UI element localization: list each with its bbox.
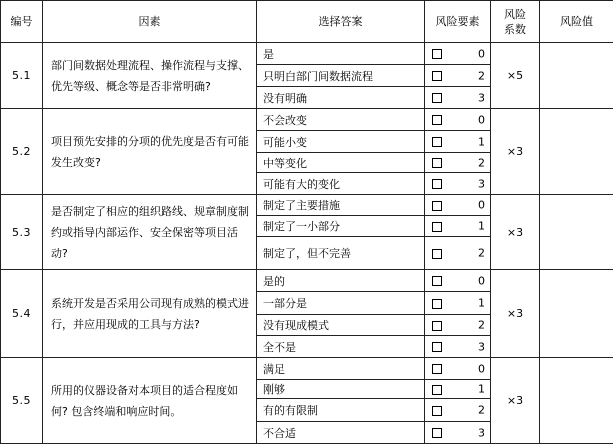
risk-requirement-cell: [425, 43, 491, 65]
table-body: [1, 43, 613, 444]
risk-requirement-cell: [425, 195, 491, 216]
risk-requirement-cell: [425, 153, 491, 173]
answer-option: 制定了，但不完善: [257, 237, 425, 270]
option-score: 2: [478, 319, 485, 332]
risk-requirement-cell: [425, 65, 491, 87]
risk-requirement-cell: [425, 422, 491, 444]
factor-text: 是否制定了相应的组织路线、规章制度制约或指导内部运作、安全保密等项目活动?: [43, 195, 257, 270]
header-weight-line2: 系数: [491, 22, 539, 37]
checkbox[interactable]: [432, 137, 442, 147]
header-no: 编号: [1, 1, 43, 43]
checkbox[interactable]: [432, 385, 442, 395]
risk-requirement-cell: [425, 358, 491, 380]
answer-option: 不会改变: [257, 109, 425, 131]
header-weight-line1: 风险: [491, 7, 539, 22]
item-number: 5.3: [1, 195, 43, 270]
table-row: [1, 43, 613, 65]
checkbox[interactable]: [432, 71, 442, 81]
checkbox[interactable]: [432, 249, 442, 259]
checkbox[interactable]: [432, 49, 442, 59]
checkbox[interactable]: [432, 158, 442, 168]
answer-option: 只明白部门间数据流程: [257, 65, 425, 87]
option-score: 3: [478, 426, 485, 439]
answer-option: 不合适: [257, 422, 425, 444]
option-score: 2: [478, 156, 485, 169]
risk-requirement-cell: [425, 173, 491, 195]
option-score: 0: [478, 199, 485, 212]
risk-requirement-cell: [425, 109, 491, 131]
answer-option: 全不是: [257, 336, 425, 358]
risk-requirement-cell: [425, 131, 491, 153]
option-score: 2: [478, 247, 485, 260]
risk-weight: ×3: [491, 358, 540, 444]
risk-value-cell[interactable]: [540, 109, 613, 195]
item-number: 5.4: [1, 270, 43, 358]
risk-requirement-cell: [425, 399, 491, 422]
answer-option: 没有明确: [257, 87, 425, 109]
risk-value-cell[interactable]: [540, 43, 613, 109]
answer-option: 满足: [257, 358, 425, 380]
risk-weight: ×3: [491, 270, 540, 358]
option-score: 1: [478, 135, 485, 148]
risk-weight: ×3: [491, 195, 540, 270]
table-row: [1, 358, 613, 380]
header-row: [1, 1, 613, 43]
factor-text: 系统开发是否采用公司现有成熟的模式进行，并应用现成的工具与方法?: [43, 270, 257, 358]
answer-option: 可能小变: [257, 131, 425, 153]
header-requirement: 风险要素: [425, 1, 491, 43]
header-value: 风险值: [540, 1, 613, 43]
checkbox[interactable]: [432, 201, 442, 211]
checkbox[interactable]: [432, 299, 442, 309]
answer-option: 是: [257, 43, 425, 65]
option-score: 3: [478, 91, 485, 104]
header-answer: 选择答案: [257, 1, 425, 43]
risk-value-cell[interactable]: [540, 270, 613, 358]
risk-requirement-cell: [425, 216, 491, 237]
risk-requirement-cell: [425, 380, 491, 399]
checkbox[interactable]: [432, 222, 442, 232]
option-score: 3: [478, 340, 485, 353]
checkbox[interactable]: [432, 93, 442, 103]
table-row: [1, 195, 613, 216]
answer-option: 一部分是: [257, 292, 425, 315]
option-score: 0: [478, 113, 485, 126]
checkbox[interactable]: [432, 179, 442, 189]
factor-text: 所用的仪器设备对本项目的适合程度如何? 包含终端和响应时间。: [43, 358, 257, 444]
option-score: 2: [478, 404, 485, 417]
item-number: 5.5: [1, 358, 43, 444]
option-score: 0: [478, 274, 485, 287]
checkbox[interactable]: [432, 342, 442, 352]
answer-option: 中等变化: [257, 153, 425, 173]
checkbox[interactable]: [432, 428, 442, 438]
risk-requirement-cell: [425, 315, 491, 336]
checkbox[interactable]: [432, 406, 442, 416]
header-factor: 因素: [43, 1, 257, 43]
answer-option: 刚够: [257, 380, 425, 399]
table-row: [1, 270, 613, 292]
factor-text: 部门间数据处理流程、操作流程与支撑、优先等级、概念等是否非常明确?: [43, 43, 257, 109]
item-number: 5.1: [1, 43, 43, 109]
checkbox[interactable]: [432, 364, 442, 374]
header-weight: [491, 1, 540, 43]
risk-value-cell[interactable]: [540, 358, 613, 444]
risk-weight: ×5: [491, 43, 540, 109]
checkbox[interactable]: [432, 321, 442, 331]
answer-option: 没有现成模式: [257, 315, 425, 336]
option-score: 1: [478, 297, 485, 310]
answer-option: 是的: [257, 270, 425, 292]
option-score: 0: [478, 362, 485, 375]
risk-requirement-cell: [425, 237, 491, 270]
option-score: 1: [478, 220, 485, 233]
risk-requirement-cell: [425, 87, 491, 109]
item-number: 5.2: [1, 109, 43, 195]
factor-text: 项目预先安排的分项的优先度是否有可能发生改变?: [43, 109, 257, 195]
answer-option: 有的有限制: [257, 399, 425, 422]
risk-requirement-cell: [425, 336, 491, 358]
risk-requirement-cell: [425, 270, 491, 292]
option-score: 0: [478, 47, 485, 60]
table-row: [1, 109, 613, 131]
answer-option: 可能有大的变化: [257, 173, 425, 195]
option-score: 3: [478, 177, 485, 190]
option-score: 1: [478, 383, 485, 396]
option-score: 2: [478, 69, 485, 82]
risk-requirement-cell: [425, 292, 491, 315]
checkbox[interactable]: [432, 115, 442, 125]
checkbox[interactable]: [432, 276, 442, 286]
answer-option: 制定了主要措施: [257, 195, 425, 216]
risk-weight: ×3: [491, 109, 540, 195]
risk-value-cell[interactable]: [540, 195, 613, 270]
answer-option: 制定了一小部分: [257, 216, 425, 237]
